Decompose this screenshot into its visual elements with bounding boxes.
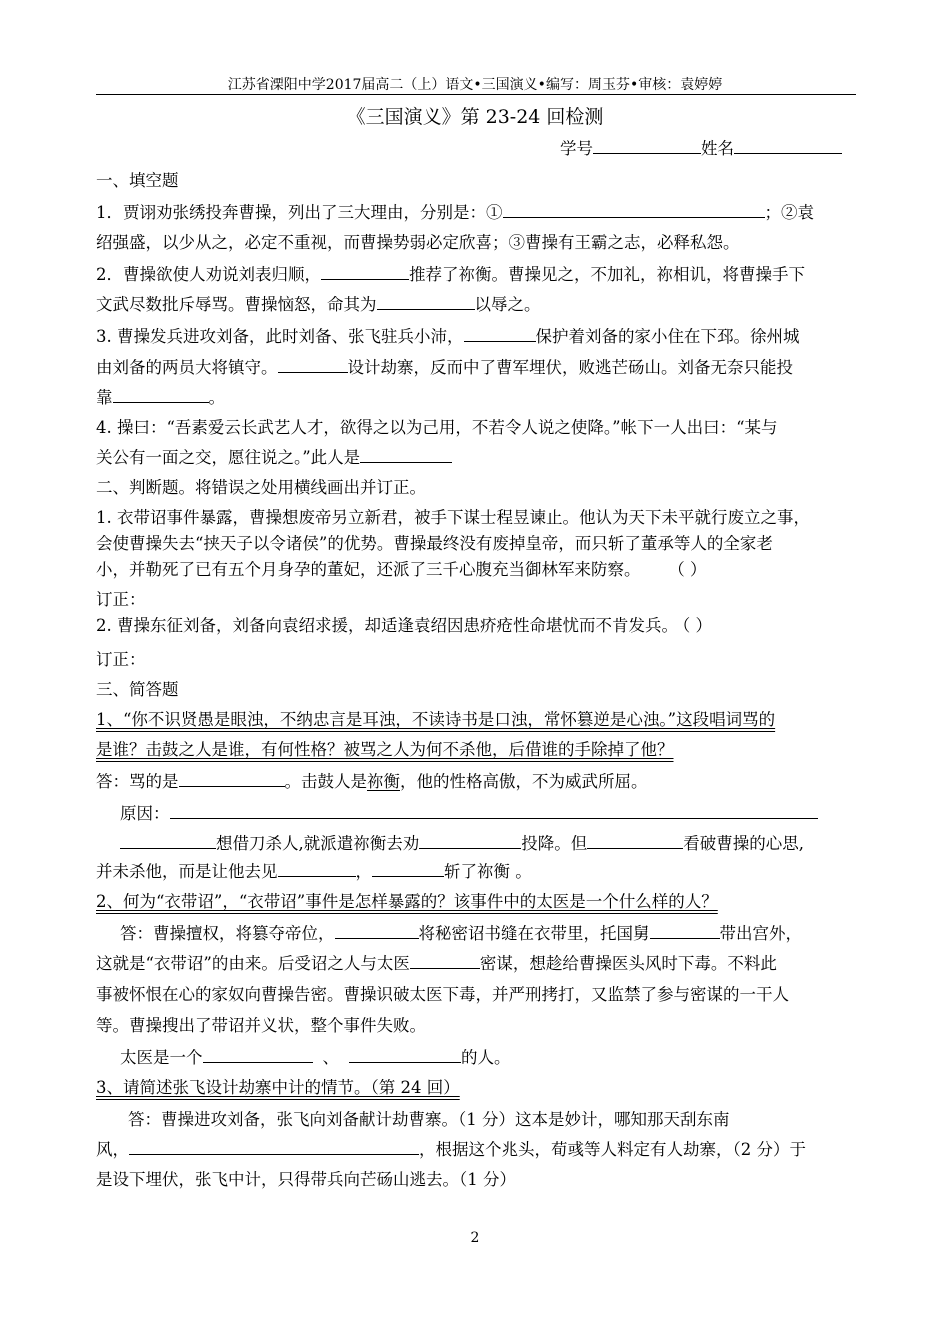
s3-q2-line5: 等。曹操搜出了带诏并义状，整个事件失败。	[96, 1016, 426, 1035]
s3-q2-blank2[interactable]	[650, 921, 720, 939]
s3-q1-blank5[interactable]	[278, 859, 356, 877]
s2-fix2: 订正：	[96, 650, 146, 669]
s2-q1-line1: 1. 衣带诏事件暴露，曹操想废帝另立新君，被手下谋士程昱谏止。他认为天下未平就行废立之事，	[96, 508, 810, 527]
s3-q1-r4: 并未杀他，而是让他去见	[96, 862, 278, 881]
s1-q2-line1	[96, 261, 805, 285]
s2-q1-line2: 会使曹操失去“挟天子以令诸侯”的优势。曹操最终没有废掉皇帝，而只斩了董承等人的全家老	[96, 534, 773, 553]
s2-q1-text-c: 小，并勒死了已有五个月身孕的董妃，还派了三千心腹充当御林军来防察。	[96, 560, 641, 579]
s3-q1-reason-line3	[96, 858, 532, 882]
s3-q1-r5: ，	[355, 862, 372, 881]
s2-q2-answer-paren[interactable]: （ ）	[682, 616, 712, 635]
student-id-label: 学号	[560, 139, 593, 158]
s3-q2-c1: 这就是“衣带诏”的由来。后受诏之人与太医	[96, 954, 410, 973]
s3-q2-f3: 的人。	[461, 1048, 511, 1067]
s3-q3-line1: 3、请简述张飞设计劫寨中计的情节。（第 24 回）	[96, 1078, 460, 1097]
s2-q2-text: 2. 曹操东征刘备，刘备向袁绍求援，却适逢袁绍因患疥疮性命堪忧而不肯发兵。	[96, 616, 678, 635]
s3-q2-line3	[96, 950, 777, 974]
s1-q1-text: 1．贾诩劝张绣投奔曹操，列出了三大理由，分别是：①	[96, 203, 503, 222]
s3-q3-line2: 答：曹操进攻刘备，张飞向刘备献计劫曹寨。（1 分）这本是妙计，哪知那天刮东南	[128, 1110, 730, 1129]
s1-q2-line2	[96, 291, 541, 315]
s1-q2-text-d: 以辱之。	[474, 295, 541, 314]
s1-q1-blank[interactable]	[503, 200, 765, 218]
s1-q3-blank1[interactable]	[464, 324, 536, 342]
student-id-blank[interactable]	[593, 136, 701, 154]
s3-q3-line4: 是设下埋伏，张飞中计，只得带兵向芒砀山逃去。（1 分）	[96, 1170, 516, 1189]
s1-q2-text: 2．曹操欲使人劝说刘表归顺，	[96, 265, 321, 284]
s3-q2-blank4[interactable]	[203, 1045, 313, 1063]
s3-q1-answer	[96, 768, 648, 792]
s1-q3-text-d: 设计劫寨，反而中了曹军埋伏，败逃芒砀山。刘备无奈只能投	[347, 358, 793, 377]
s1-q1-line2: 绍强盛，以少从之，必定不重视，而曹操势弱必定欣喜；③曹操有王霸之志，必释私怨。	[96, 233, 740, 252]
s3-q1-line1: 1、“你不识贤愚是眼浊，不纳忠言是耳浊，不读诗书是口浊，常怀篡逆是心浊。”这段唱词骂的	[96, 710, 776, 729]
s2-q2-line1	[96, 612, 712, 636]
s1-q4-line2	[96, 444, 452, 468]
s2-q1-answer-paren[interactable]: （ ）	[676, 560, 707, 579]
s1-q3-text-f: 。	[208, 388, 225, 407]
header-rule	[96, 94, 856, 95]
s3-q1-ans-a: 答：骂的是	[96, 772, 179, 791]
s3-q1-ans-name: 祢衡	[367, 772, 400, 791]
s3-q1-blank6[interactable]	[372, 859, 444, 877]
s3-q2-c2: 密谋，想趁给曹操医头风时下毒。不料此	[479, 954, 777, 973]
s3-q3-blank[interactable]	[129, 1137, 419, 1155]
s3-q2-blank1[interactable]	[335, 921, 419, 939]
s3-q1-blank1[interactable]	[179, 769, 285, 787]
section3-heading: 三、简答题	[96, 680, 179, 699]
section2-heading: 二、判断题。将错误之处用横线画出并订正。	[96, 478, 426, 497]
s3-q2-line1: 2、何为“衣带诏”，“衣带诏”事件是怎样暴露的？该事件中的太医是一个什么样的人？	[96, 892, 718, 911]
s3-q3-c1: 风，	[96, 1140, 129, 1159]
s1-q4-blank[interactable]	[360, 445, 452, 463]
s1-q3-text-e: 靠	[96, 388, 113, 407]
s3-q1-reason-blank[interactable]	[170, 801, 818, 819]
s3-q1-r6: 斩了祢衡 。	[444, 862, 532, 881]
s1-q3-text: 3. 曹操发兵进攻刘备，此时刘备、张飞驻兵小沛，	[96, 327, 464, 346]
s1-q3-blank2[interactable]	[278, 355, 348, 373]
student-name-label: 姓名	[701, 139, 734, 158]
s3-q3-line3	[96, 1136, 806, 1160]
s3-q2-line2	[120, 920, 802, 944]
s3-q2-f2: 、	[322, 1048, 339, 1067]
s1-q4-line1: 4. 操曰：“吾素爱云长武艺人才，欲得之以为己用，不若令人说之使降。”帐下一人出曰：“某与	[96, 418, 778, 437]
s3-q1-reason-label: 原因：	[120, 804, 170, 823]
student-info	[560, 135, 842, 159]
s1-q2-blank2[interactable]	[377, 292, 475, 310]
page-header: 江苏省溧阳中学2017届高二（上）语文•三国演义•编写：周玉芬•审核：袁婷婷	[227, 77, 723, 93]
s1-q3-text-b: 保护着刘备的家小住在下邳。徐州城	[535, 327, 800, 346]
s1-q2-text-c: 文武尽数批斥辱骂。曹操恼怒，命其为	[96, 295, 377, 314]
s1-q3-line2	[96, 354, 793, 378]
s3-q1-r2: 投降。但	[521, 834, 588, 853]
s3-q3-c2: ，根据这个兆头，荀彧等人料定有人劫寨，（2 分）于	[419, 1140, 806, 1159]
s3-q2-b3: 带出宫外，	[719, 924, 802, 943]
s3-q1-reason-line2	[120, 830, 804, 854]
student-name-blank[interactable]	[734, 136, 842, 154]
s1-q1-text-b: ；②袁	[764, 203, 814, 222]
s3-q2-f1: 太医是一个	[120, 1048, 203, 1067]
s3-q2-blank5[interactable]	[349, 1045, 461, 1063]
s1-q3-text-c: 由刘备的两员大将镇守。	[96, 358, 278, 377]
section1-heading: 一、填空题	[96, 171, 179, 190]
s1-q3-line3	[96, 384, 225, 408]
s3-q2-blank3[interactable]	[410, 951, 480, 969]
s3-q2-b2: 将秘密诏书缝在衣带里，托国舅	[418, 924, 650, 943]
s1-q1-line1	[96, 199, 814, 223]
s3-q1-blank3[interactable]	[419, 831, 521, 849]
s3-q1-blank4[interactable]	[587, 831, 683, 849]
s3-q1-ans-c: ，他的性格高傲，不为威武所屈。	[400, 772, 648, 791]
s2-fix1: 订正：	[96, 590, 146, 609]
page-title: 《三国演义》第 23-24 回检测	[346, 106, 604, 128]
s3-q2-b1: 答：曹操擅权，将篡夺帝位，	[120, 924, 335, 943]
s1-q3-line1	[96, 323, 800, 347]
s3-q2-line6	[120, 1044, 511, 1068]
s1-q2-blank1[interactable]	[321, 262, 409, 280]
s3-q1-reason	[120, 800, 818, 824]
s3-q1-r1: 想借刀杀人,就派遣祢衡去劝	[216, 834, 420, 853]
s3-q1-line2: 是谁？击鼓之人是谁，有何性格？被骂之人为何不杀他，后借谁的手除掉了他？	[96, 740, 674, 759]
s3-q1-ans-b: 。击鼓人是	[284, 772, 367, 791]
s2-q1-line3	[96, 556, 707, 580]
page-number: 2	[470, 1230, 480, 1246]
s1-q3-blank3[interactable]	[113, 385, 209, 403]
s1-q4-text-b: 关公有一面之交，愿往说之。”此人是	[96, 448, 361, 467]
s1-q2-text-b: 推荐了祢衡。曹操见之，不加礼，祢相讥，将曹操手下	[409, 265, 805, 284]
s3-q2-line4: 事被怀恨在心的家奴向曹操告密。曹操识破太医下毒，并严刑拷打，又监禁了参与密谋的一干人	[96, 985, 789, 1004]
s3-q1-r3: 看破曹操的心思,	[683, 834, 804, 853]
s3-q1-blank2[interactable]	[120, 831, 216, 849]
